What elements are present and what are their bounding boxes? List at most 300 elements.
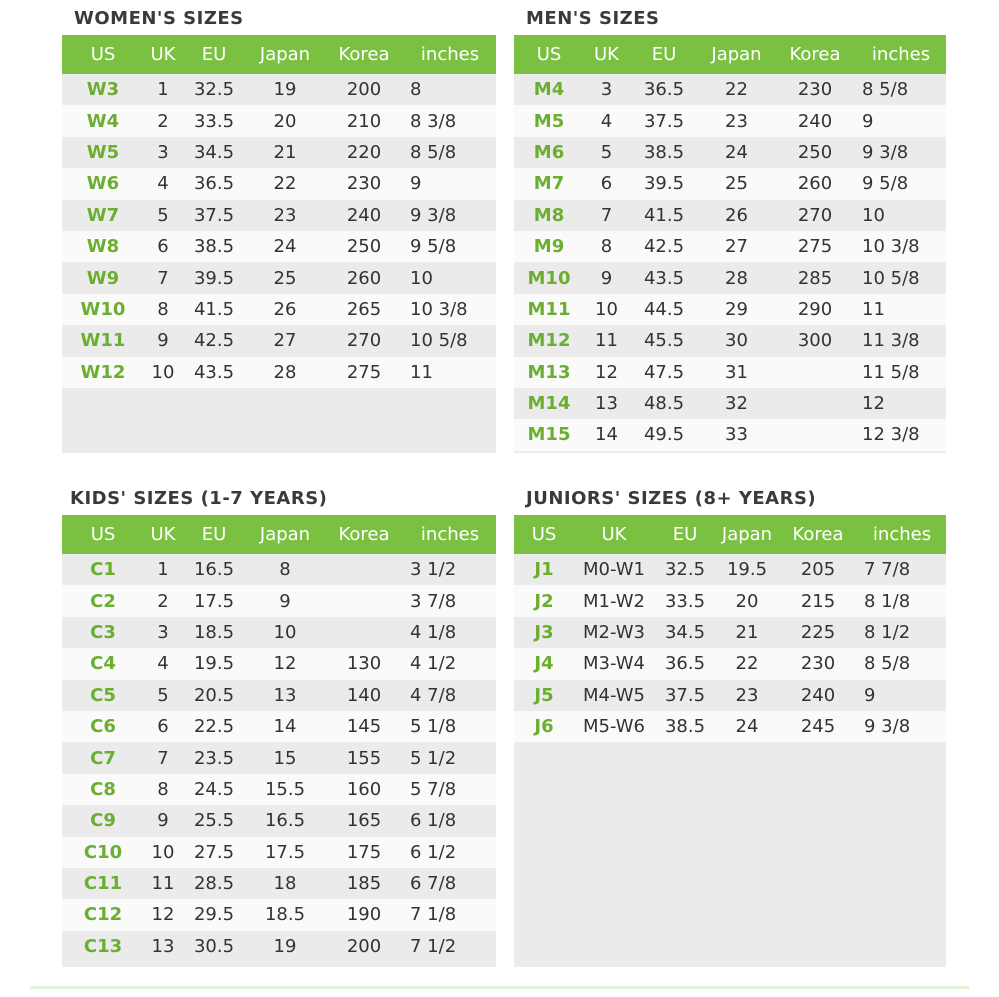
- cell-inches: 10 5/8: [404, 325, 496, 356]
- cell-inches: 5 7/8: [404, 774, 496, 805]
- table-row: [62, 899, 496, 930]
- cell-us: J6: [514, 711, 574, 742]
- table-row: [514, 74, 946, 105]
- cell-korea: 240: [774, 105, 856, 136]
- cell-us: J3: [514, 617, 574, 648]
- cell-uk: M3-W4: [574, 648, 654, 679]
- col-header-us: US: [62, 515, 144, 554]
- cell-us: J1: [514, 554, 574, 585]
- cell-eu: 39.5: [182, 262, 246, 293]
- cell-eu: 18.5: [182, 617, 246, 648]
- cell-korea: 250: [774, 137, 856, 168]
- cell-inches: 12: [856, 388, 946, 419]
- cell-inches: 4 1/8: [404, 617, 496, 648]
- bottom-divider: [30, 986, 969, 989]
- cell-japan: 27: [699, 231, 774, 262]
- juniors-table-box: [514, 515, 946, 967]
- cell-uk: 13: [584, 388, 629, 419]
- cell-japan: 24: [699, 137, 774, 168]
- cell-korea: 185: [324, 868, 404, 899]
- cell-korea: [774, 419, 856, 450]
- cell-korea: 225: [778, 617, 858, 648]
- cell-uk: 9: [584, 262, 629, 293]
- cell-us: M11: [514, 294, 584, 325]
- table-row: [514, 419, 946, 450]
- cell-korea: 270: [324, 325, 404, 356]
- cell-eu: 34.5: [182, 137, 246, 168]
- mens-title: MEN'S SIZES: [526, 8, 660, 29]
- cell-japan: 15: [246, 742, 324, 773]
- cell-korea: 165: [324, 805, 404, 836]
- cell-korea: 205: [778, 554, 858, 585]
- col-header-us: US: [514, 515, 574, 554]
- cell-eu: 32.5: [182, 74, 246, 105]
- cell-inches: 8 3/8: [404, 105, 496, 136]
- cell-japan: 23: [716, 680, 778, 711]
- cell-korea: 175: [324, 837, 404, 868]
- cell-uk: M0-W1: [574, 554, 654, 585]
- table-row: [514, 357, 946, 388]
- cell-uk: 7: [144, 742, 182, 773]
- cell-japan: 23: [699, 105, 774, 136]
- cell-japan: 23: [246, 200, 324, 231]
- cell-inches: 9: [404, 168, 496, 199]
- cell-korea: 275: [324, 357, 404, 388]
- cell-us: M9: [514, 231, 584, 262]
- cell-korea: 145: [324, 711, 404, 742]
- cell-eu: 42.5: [629, 231, 699, 262]
- cell-uk: 14: [584, 419, 629, 450]
- cell-japan: 22: [246, 168, 324, 199]
- col-header-japan: Japan: [716, 515, 778, 554]
- cell-us: C8: [62, 774, 144, 805]
- col-header-korea: Korea: [324, 35, 404, 74]
- cell-uk: 2: [144, 585, 182, 616]
- cell-japan: 17.5: [246, 837, 324, 868]
- cell-japan: 19.5: [716, 554, 778, 585]
- cell-eu: 28.5: [182, 868, 246, 899]
- cell-us: M12: [514, 325, 584, 356]
- cell-japan: 25: [699, 168, 774, 199]
- table-row: [62, 105, 496, 136]
- cell-japan: 22: [699, 74, 774, 105]
- cell-korea: [324, 554, 404, 585]
- col-header-uk: UK: [144, 515, 182, 554]
- cell-uk: 1: [144, 554, 182, 585]
- cell-japan: 19: [246, 74, 324, 105]
- cell-japan: 14: [246, 711, 324, 742]
- col-header-korea: Korea: [774, 35, 856, 74]
- cell-inches: 9: [858, 680, 946, 711]
- cell-japan: 22: [716, 648, 778, 679]
- cell-korea: 200: [324, 931, 404, 962]
- cell-us: W3: [62, 74, 144, 105]
- cell-korea: 260: [774, 168, 856, 199]
- cell-uk: 3: [144, 617, 182, 648]
- table-row: [62, 231, 496, 262]
- col-header-inches: inches: [404, 35, 496, 74]
- cell-korea: 230: [774, 74, 856, 105]
- cell-eu: 38.5: [654, 711, 716, 742]
- cell-inches: 12 3/8: [856, 419, 946, 450]
- cell-inches: 11: [856, 294, 946, 325]
- cell-japan: 32: [699, 388, 774, 419]
- table-row: [62, 74, 496, 105]
- cell-japan: 18: [246, 868, 324, 899]
- table-row: [62, 262, 496, 293]
- table-row: [62, 200, 496, 231]
- cell-us: C1: [62, 554, 144, 585]
- col-header-us: US: [514, 35, 584, 74]
- cell-eu: 29.5: [182, 899, 246, 930]
- cell-inches: 8 1/2: [858, 617, 946, 648]
- cell-eu: 42.5: [182, 325, 246, 356]
- cell-inches: 8 5/8: [404, 137, 496, 168]
- cell-uk: 11: [584, 325, 629, 356]
- cell-eu: 25.5: [182, 805, 246, 836]
- cell-eu: 32.5: [654, 554, 716, 585]
- col-header-korea: Korea: [324, 515, 404, 554]
- cell-uk: 5: [584, 137, 629, 168]
- cell-eu: 33.5: [182, 105, 246, 136]
- table-row: [62, 805, 496, 836]
- table-row: [62, 357, 496, 388]
- cell-uk: M2-W3: [574, 617, 654, 648]
- cell-korea: 265: [324, 294, 404, 325]
- table-row: [62, 837, 496, 868]
- cell-inches: 5 1/8: [404, 711, 496, 742]
- cell-eu: 36.5: [629, 74, 699, 105]
- table-row: [62, 680, 496, 711]
- table-row: [514, 617, 946, 648]
- cell-korea: 245: [778, 711, 858, 742]
- cell-inches: 10 3/8: [404, 294, 496, 325]
- cell-uk: 6: [144, 231, 182, 262]
- cell-eu: 37.5: [629, 105, 699, 136]
- cell-japan: 20: [246, 105, 324, 136]
- cell-uk: 10: [144, 837, 182, 868]
- cell-korea: 215: [778, 585, 858, 616]
- cell-uk: M5-W6: [574, 711, 654, 742]
- cell-korea: 240: [778, 680, 858, 711]
- header-row: [62, 35, 496, 74]
- cell-inches: 10: [856, 200, 946, 231]
- cell-eu: 24.5: [182, 774, 246, 805]
- cell-uk: 11: [144, 868, 182, 899]
- cell-inches: 11 3/8: [856, 325, 946, 356]
- cell-eu: 39.5: [629, 168, 699, 199]
- cell-us: W9: [62, 262, 144, 293]
- juniors-title: JUNIORS' SIZES (8+ YEARS): [526, 488, 817, 509]
- cell-uk: 8: [584, 231, 629, 262]
- cell-korea: 130: [324, 648, 404, 679]
- cell-us: M13: [514, 357, 584, 388]
- cell-inches: 11: [404, 357, 496, 388]
- kids-title: KIDS' SIZES (1-7 YEARS): [70, 488, 328, 509]
- cell-uk: 2: [144, 105, 182, 136]
- cell-eu: 37.5: [654, 680, 716, 711]
- cell-us: C12: [62, 899, 144, 930]
- cell-uk: M1-W2: [574, 585, 654, 616]
- cell-inches: 6 1/8: [404, 805, 496, 836]
- table-row: [62, 554, 496, 585]
- col-header-eu: EU: [629, 35, 699, 74]
- cell-korea: 240: [324, 200, 404, 231]
- cell-eu: 17.5: [182, 585, 246, 616]
- cell-inches: 10 3/8: [856, 231, 946, 262]
- cell-inches: 8: [404, 74, 496, 105]
- cell-korea: 275: [774, 231, 856, 262]
- cell-inches: 5 1/2: [404, 742, 496, 773]
- header-row: [514, 35, 946, 74]
- cell-japan: 21: [716, 617, 778, 648]
- table-row: [62, 294, 496, 325]
- cell-japan: 24: [716, 711, 778, 742]
- table-row: [514, 105, 946, 136]
- cell-korea: 220: [324, 137, 404, 168]
- cell-inches: 3 1/2: [404, 554, 496, 585]
- cell-korea: 290: [774, 294, 856, 325]
- cell-japan: 18.5: [246, 899, 324, 930]
- cell-us: M10: [514, 262, 584, 293]
- mens-table-box: [514, 35, 946, 453]
- cell-uk: M4-W5: [574, 680, 654, 711]
- cell-us: C2: [62, 585, 144, 616]
- cell-uk: 12: [144, 899, 182, 930]
- cell-korea: 250: [324, 231, 404, 262]
- cell-inches: 11 5/8: [856, 357, 946, 388]
- cell-eu: 45.5: [629, 325, 699, 356]
- table-row: [62, 742, 496, 773]
- cell-japan: 31: [699, 357, 774, 388]
- womens-table-box: [62, 35, 496, 453]
- cell-inches: 6 1/2: [404, 837, 496, 868]
- cell-inches: 9 3/8: [856, 137, 946, 168]
- cell-eu: 49.5: [629, 419, 699, 450]
- cell-uk: 4: [584, 105, 629, 136]
- cell-uk: 5: [144, 200, 182, 231]
- cell-uk: 13: [144, 931, 182, 962]
- cell-inches: 10: [404, 262, 496, 293]
- cell-japan: 21: [246, 137, 324, 168]
- mens-table: [514, 35, 946, 451]
- col-header-eu: EU: [182, 35, 246, 74]
- cell-eu: 38.5: [629, 137, 699, 168]
- cell-inches: 7 7/8: [858, 554, 946, 585]
- cell-us: C10: [62, 837, 144, 868]
- table-row: [514, 585, 946, 616]
- cell-korea: [774, 388, 856, 419]
- cell-korea: [324, 585, 404, 616]
- cell-eu: 16.5: [182, 554, 246, 585]
- cell-inches: 9 3/8: [858, 711, 946, 742]
- table-row: [514, 648, 946, 679]
- juniors-table: [514, 515, 946, 742]
- cell-eu: 34.5: [654, 617, 716, 648]
- table-row: [62, 325, 496, 356]
- cell-japan: 13: [246, 680, 324, 711]
- cell-us: M6: [514, 137, 584, 168]
- cell-uk: 12: [584, 357, 629, 388]
- cell-eu: 43.5: [629, 262, 699, 293]
- cell-japan: 12: [246, 648, 324, 679]
- col-header-inches: inches: [858, 515, 946, 554]
- cell-uk: 3: [584, 74, 629, 105]
- cell-eu: 43.5: [182, 357, 246, 388]
- cell-japan: 28: [699, 262, 774, 293]
- cell-us: M7: [514, 168, 584, 199]
- cell-us: C5: [62, 680, 144, 711]
- cell-us: C7: [62, 742, 144, 773]
- cell-uk: 4: [144, 648, 182, 679]
- cell-japan: 27: [246, 325, 324, 356]
- cell-inches: 10 5/8: [856, 262, 946, 293]
- cell-eu: 41.5: [629, 200, 699, 231]
- cell-korea: 210: [324, 105, 404, 136]
- cell-inches: 3 7/8: [404, 585, 496, 616]
- cell-korea: 140: [324, 680, 404, 711]
- cell-korea: 230: [778, 648, 858, 679]
- cell-us: C9: [62, 805, 144, 836]
- cell-korea: 160: [324, 774, 404, 805]
- cell-inches: 9: [856, 105, 946, 136]
- cell-uk: 8: [144, 774, 182, 805]
- cell-eu: 23.5: [182, 742, 246, 773]
- cell-us: W6: [62, 168, 144, 199]
- cell-us: C4: [62, 648, 144, 679]
- cell-uk: 7: [144, 262, 182, 293]
- cell-eu: 36.5: [182, 168, 246, 199]
- cell-eu: 30.5: [182, 931, 246, 962]
- cell-eu: 27.5: [182, 837, 246, 868]
- cell-us: W8: [62, 231, 144, 262]
- table-row: [514, 680, 946, 711]
- cell-korea: 190: [324, 899, 404, 930]
- cell-korea: 155: [324, 742, 404, 773]
- cell-inches: 8 5/8: [858, 648, 946, 679]
- cell-japan: 15.5: [246, 774, 324, 805]
- col-header-uk: UK: [584, 35, 629, 74]
- cell-uk: 10: [584, 294, 629, 325]
- cell-us: W11: [62, 325, 144, 356]
- table-row: [514, 200, 946, 231]
- kids-table: [62, 515, 496, 962]
- table-row: [62, 617, 496, 648]
- cell-eu: 20.5: [182, 680, 246, 711]
- cell-inches: 9 5/8: [404, 231, 496, 262]
- cell-uk: 4: [144, 168, 182, 199]
- cell-japan: 25: [246, 262, 324, 293]
- cell-us: C11: [62, 868, 144, 899]
- cell-uk: 10: [144, 357, 182, 388]
- table-row: [514, 325, 946, 356]
- cell-eu: 19.5: [182, 648, 246, 679]
- cell-eu: 36.5: [654, 648, 716, 679]
- table-row: [62, 648, 496, 679]
- cell-japan: 16.5: [246, 805, 324, 836]
- header-row: [514, 515, 946, 554]
- table-row: [62, 168, 496, 199]
- cell-eu: 22.5: [182, 711, 246, 742]
- cell-korea: 230: [324, 168, 404, 199]
- table-row: [514, 711, 946, 742]
- cell-us: C6: [62, 711, 144, 742]
- cell-japan: 26: [699, 200, 774, 231]
- cell-japan: 24: [246, 231, 324, 262]
- cell-us: M15: [514, 419, 584, 450]
- cell-us: W5: [62, 137, 144, 168]
- cell-uk: 6: [584, 168, 629, 199]
- cell-korea: 260: [324, 262, 404, 293]
- cell-japan: 28: [246, 357, 324, 388]
- cell-korea: [774, 357, 856, 388]
- cell-japan: 33: [699, 419, 774, 450]
- cell-korea: 200: [324, 74, 404, 105]
- table-row: [514, 554, 946, 585]
- table-row: [62, 137, 496, 168]
- cell-us: M5: [514, 105, 584, 136]
- cell-eu: 33.5: [654, 585, 716, 616]
- col-header-eu: EU: [182, 515, 246, 554]
- cell-inches: 8 5/8: [856, 74, 946, 105]
- table-row: [62, 931, 496, 962]
- cell-us: W7: [62, 200, 144, 231]
- table-row: [514, 137, 946, 168]
- cell-korea: 300: [774, 325, 856, 356]
- cell-inches: 4 1/2: [404, 648, 496, 679]
- col-header-uk: UK: [144, 35, 182, 74]
- col-header-inches: inches: [856, 35, 946, 74]
- cell-us: M4: [514, 74, 584, 105]
- cell-japan: 9: [246, 585, 324, 616]
- cell-uk: 6: [144, 711, 182, 742]
- cell-eu: 47.5: [629, 357, 699, 388]
- col-header-eu: EU: [654, 515, 716, 554]
- cell-korea: 285: [774, 262, 856, 293]
- cell-us: C3: [62, 617, 144, 648]
- col-header-japan: Japan: [699, 35, 774, 74]
- cell-japan: 26: [246, 294, 324, 325]
- col-header-us: US: [62, 35, 144, 74]
- cell-eu: 38.5: [182, 231, 246, 262]
- womens-title: WOMEN'S SIZES: [74, 8, 244, 29]
- cell-us: W10: [62, 294, 144, 325]
- cell-japan: 29: [699, 294, 774, 325]
- cell-uk: 3: [144, 137, 182, 168]
- cell-eu: 48.5: [629, 388, 699, 419]
- cell-uk: 7: [584, 200, 629, 231]
- table-row: [514, 294, 946, 325]
- cell-inches: 7 1/8: [404, 899, 496, 930]
- cell-uk: 5: [144, 680, 182, 711]
- cell-us: J4: [514, 648, 574, 679]
- cell-inches: 9 3/8: [404, 200, 496, 231]
- cell-japan: 19: [246, 931, 324, 962]
- table-row: [62, 774, 496, 805]
- cell-inches: 4 7/8: [404, 680, 496, 711]
- cell-uk: 9: [144, 325, 182, 356]
- cell-us: W4: [62, 105, 144, 136]
- cell-inches: 7 1/2: [404, 931, 496, 962]
- cell-us: M14: [514, 388, 584, 419]
- cell-us: C13: [62, 931, 144, 962]
- table-row: [514, 262, 946, 293]
- cell-inches: 6 7/8: [404, 868, 496, 899]
- cell-japan: 20: [716, 585, 778, 616]
- cell-eu: 41.5: [182, 294, 246, 325]
- cell-japan: 10: [246, 617, 324, 648]
- table-row: [514, 388, 946, 419]
